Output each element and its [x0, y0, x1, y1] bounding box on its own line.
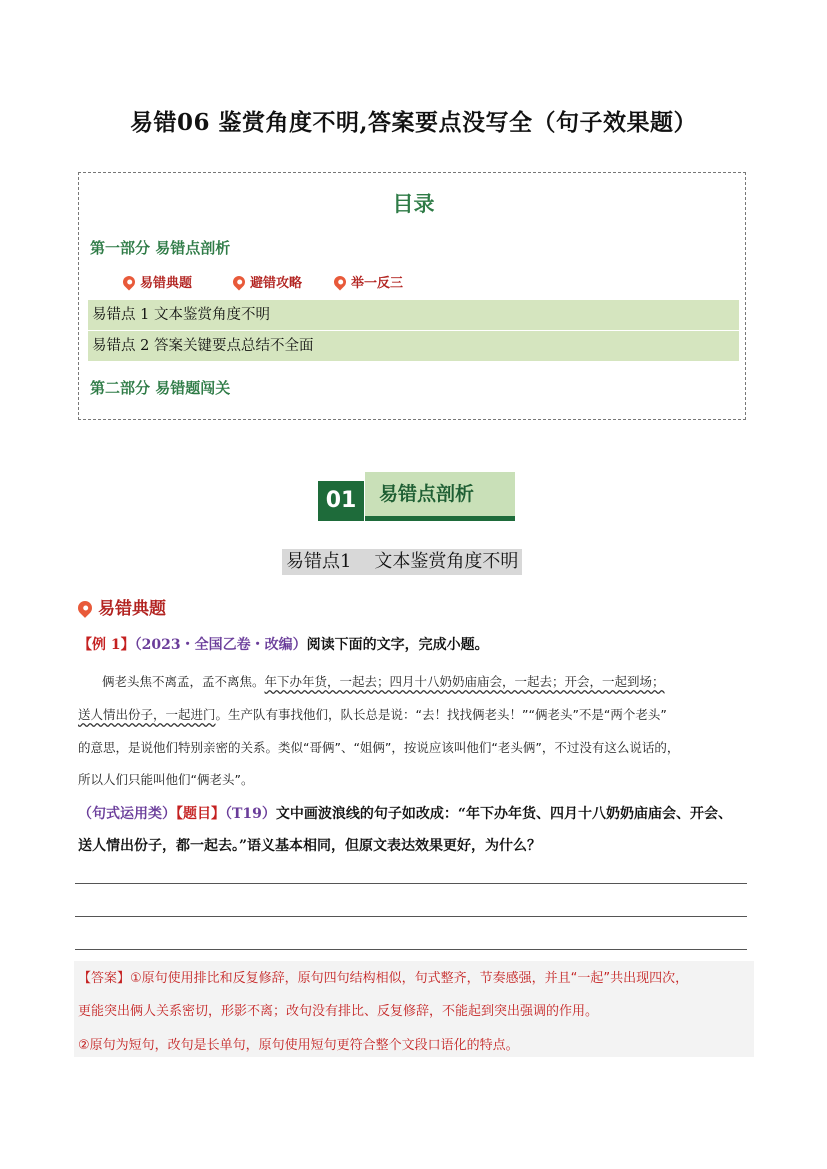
question-number: （T19）: [225, 806, 276, 822]
toc-heading: 目录: [392, 192, 435, 216]
toc-subitem-label: 举一反三: [351, 276, 404, 291]
example-tag: 【例 1】: [78, 637, 135, 653]
answer-blank-line: [75, 916, 747, 917]
example-instruction: 阅读下面的文字，完成小题。: [306, 637, 489, 653]
passage-line: [78, 705, 753, 723]
answer-text: 【答案】①原句使用排比和反复修辞，原句四句结构相似，句式整齐，节奏感强，并且“一起”共出现四次，: [78, 971, 689, 986]
passage-text: 。生产队有事找他们，队长总是说：“去！找找俩老头！”“俩老头”不是“两个老头”: [215, 707, 667, 722]
answer-blank-line: [75, 883, 747, 884]
answer-text: ②原句为短句，改句是长单句，原句使用短句更符合整个文段口语化的特点。: [78, 1038, 519, 1053]
section-banner-label: 易错点剖析: [365, 472, 515, 516]
toc-part1-link[interactable]: 第一部分 易错点剖析: [90, 239, 231, 257]
toc-row-point2[interactable]: 易错点 2 答案关键要点总结不全面: [88, 331, 739, 361]
answer-blank-line: [75, 949, 747, 950]
location-pin-icon: [121, 274, 138, 291]
example-source: （2023・全国乙卷・改编）: [134, 637, 307, 653]
passage-wavy-text: 送人情出份子，一起进门: [78, 707, 216, 722]
passage-line: 所以人们只能叫他们“俩老头”。: [78, 772, 254, 787]
question-type-tag: （句式运用类）: [78, 806, 176, 822]
document-title: 易错06 鉴赏角度不明,答案要点没写全（句子效果题）: [129, 109, 698, 136]
passage-line: [78, 672, 753, 690]
section-label-text: 易错典题: [98, 599, 166, 619]
answer-text: 更能突出俩人关系密切，形影不离；改句没有排比、反复修辞，不能起到突出强调的作用。: [78, 1004, 599, 1019]
toc-subitem-label: 易错典题: [140, 276, 193, 291]
toc-subitem-label: 避错攻略: [250, 276, 303, 291]
passage-wavy-text: 年下办年货，一起去；四月十八奶奶庙庙会，一起去；开会，一起到场；: [264, 674, 665, 689]
section-label-typical: [78, 594, 166, 619]
toc-row-point1[interactable]: 易错点 1 文本鉴赏角度不明: [88, 300, 739, 330]
question-topic-tag: 【题目】: [176, 806, 225, 822]
location-pin-icon: [332, 274, 349, 291]
question-text: 文中画波浪线的句子如改成：“年下办年货、四月十八奶奶庙庙会、开会、: [275, 806, 732, 822]
location-pin-icon: [75, 598, 95, 618]
example-header: [78, 634, 489, 654]
toc-subitem-practice[interactable]: [334, 272, 403, 291]
toc-subitem-strategy[interactable]: [233, 272, 302, 291]
section-banner-number: 01: [318, 481, 364, 521]
passage-text: 俩老头焦不离孟，孟不离焦。: [102, 674, 265, 689]
question-line: [78, 803, 732, 823]
location-pin-icon: [231, 274, 248, 291]
toc-part2-link[interactable]: 第二部分 易错题闯关: [90, 379, 231, 397]
question-line: 送人情出份子，都一起去。”语义基本相同，但原文表达效果更好，为什么？: [78, 838, 542, 854]
passage-line: 的意思，是说他们特别亲密的关系。类似“哥俩”、“姐俩”，按说应该叫他们“老头俩”，不过没有这么说话的，: [78, 740, 680, 755]
section-banner-underline: [365, 516, 515, 521]
toc-subitem-typical[interactable]: [123, 272, 192, 291]
point-heading: 易错点1 文本鉴赏角度不明: [282, 549, 522, 575]
